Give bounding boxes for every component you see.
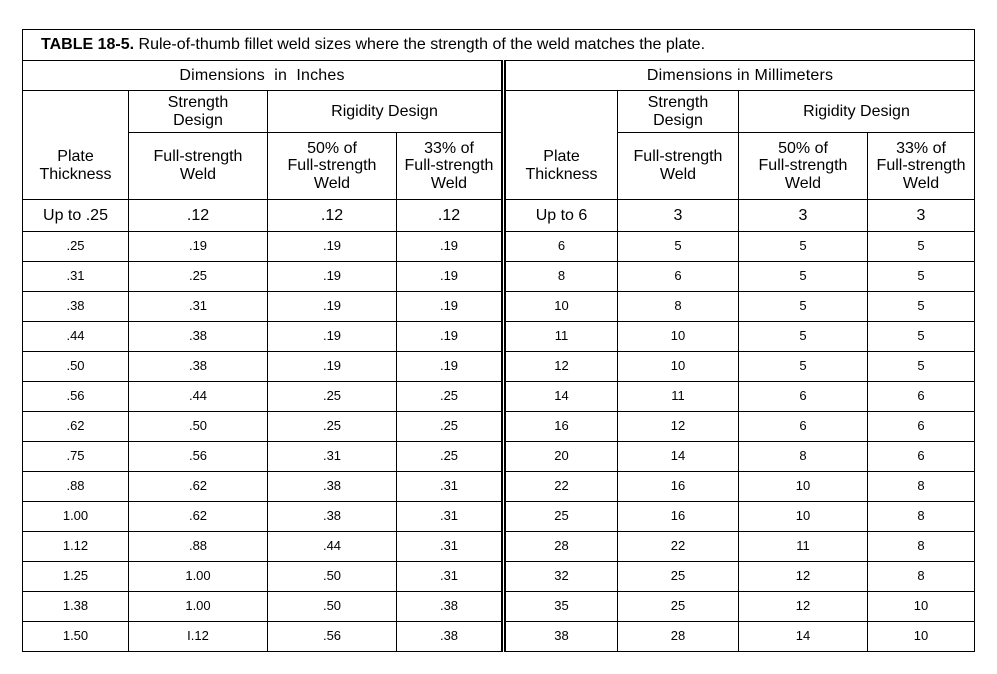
table-cell: .44: [268, 532, 397, 562]
table-cell: 5: [739, 262, 868, 292]
group-header-row: [23, 61, 975, 91]
header-33pct-in: 33% of Full-strength Weld: [397, 133, 504, 200]
table-cell: 14: [504, 382, 618, 412]
table-cell: .38: [23, 292, 129, 322]
table-row: [23, 532, 975, 562]
cell: .12: [129, 200, 268, 232]
table-cell: 28: [618, 622, 739, 652]
table-cell: .19: [268, 352, 397, 382]
table-cell: 8: [504, 262, 618, 292]
table-cell: 8: [868, 472, 975, 502]
cell: .12: [268, 200, 397, 232]
table-cell: .19: [397, 322, 504, 352]
table-cell: 12: [618, 412, 739, 442]
table-row: [23, 382, 975, 412]
table-cell: 5: [868, 292, 975, 322]
table-row: [23, 472, 975, 502]
table-cell: 8: [868, 532, 975, 562]
header-blank-mm: [504, 91, 618, 133]
header-plate-thickness-in: Plate Thickness: [23, 133, 129, 200]
table-cell: .75: [23, 442, 129, 472]
cell: .12: [397, 200, 504, 232]
header-strength-design-in: Strength Design: [129, 91, 268, 133]
table-cell: 10: [618, 322, 739, 352]
table-cell: 6: [739, 382, 868, 412]
table-cell: 11: [504, 322, 618, 352]
table-row: [23, 232, 975, 262]
table-cell: 6: [868, 412, 975, 442]
table-cell: .31: [397, 562, 504, 592]
table-title: [23, 30, 975, 61]
table-cell: 1.00: [129, 562, 268, 592]
table-cell: .88: [23, 472, 129, 502]
header-rigidity-design-mm: Rigidity Design: [739, 91, 975, 133]
table-cell: 1.38: [23, 592, 129, 622]
table-cell: 6: [504, 232, 618, 262]
table-cell: 11: [618, 382, 739, 412]
table-cell: .38: [268, 472, 397, 502]
table-row: [23, 502, 975, 532]
cell: 3: [739, 200, 868, 232]
header-50pct-in: 50% of Full-strength Weld: [268, 133, 397, 200]
cell: 3: [618, 200, 739, 232]
table-row: [23, 412, 975, 442]
table-number: TABLE 18-5.: [41, 36, 135, 54]
table-cell: 10: [868, 622, 975, 652]
table-cell: .50: [129, 412, 268, 442]
table-cell: .19: [129, 232, 268, 262]
table-cell: 5: [868, 322, 975, 352]
table-cell: .56: [268, 622, 397, 652]
table-cell: .56: [129, 442, 268, 472]
table-cell: 38: [504, 622, 618, 652]
table-row: [23, 622, 975, 652]
table-row: [23, 562, 975, 592]
table-cell: .38: [268, 502, 397, 532]
table-cell: .50: [268, 562, 397, 592]
table-cell: 6: [739, 412, 868, 442]
table-cell: .62: [129, 502, 268, 532]
table-cell: 20: [504, 442, 618, 472]
table-cell: 25: [504, 502, 618, 532]
table-cell: .25: [397, 442, 504, 472]
header-full-strength-in: Full-strength Weld: [129, 133, 268, 200]
cell: Up to .25: [23, 200, 129, 232]
table-cell: 8: [868, 562, 975, 592]
table-cell: 28: [504, 532, 618, 562]
table-cell: .25: [268, 382, 397, 412]
table-cell: .38: [129, 322, 268, 352]
header-full-strength-mm: Full-strength Weld: [618, 133, 739, 200]
table-cell: .19: [397, 292, 504, 322]
table-cell: .44: [23, 322, 129, 352]
header-plate-thickness-mm: Plate Thickness: [504, 133, 618, 200]
table-cell: 35: [504, 592, 618, 622]
table-cell: 1.00: [129, 592, 268, 622]
table-cell: 11: [739, 532, 868, 562]
table-cell: .31: [397, 532, 504, 562]
table-cell: 5: [739, 292, 868, 322]
table-row: [23, 352, 975, 382]
table-cell: .19: [268, 262, 397, 292]
table-cell: 5: [868, 232, 975, 262]
table-cell: 16: [618, 502, 739, 532]
table-row: [23, 262, 975, 292]
table-cell: 10: [868, 592, 975, 622]
table-cell: .50: [268, 592, 397, 622]
table-row: [23, 292, 975, 322]
table-cell: .31: [268, 442, 397, 472]
table-cell: .25: [268, 412, 397, 442]
table-cell: 5: [739, 322, 868, 352]
table-cell: 5: [868, 262, 975, 292]
table-cell: .25: [23, 232, 129, 262]
table-cell: 14: [618, 442, 739, 472]
header-50pct-mm: 50% of Full-strength Weld: [739, 133, 868, 200]
table-cell: 16: [618, 472, 739, 502]
table-cell: 10: [739, 502, 868, 532]
table-caption: Rule-of-thumb fillet weld sizes where the strength of the weld matches the plate.: [134, 36, 706, 54]
table-cell: 32: [504, 562, 618, 592]
table-cell: 5: [618, 232, 739, 262]
table-row: [23, 442, 975, 472]
title-row: [23, 30, 975, 61]
table-cell: 1.00: [23, 502, 129, 532]
table-cell: 5: [739, 232, 868, 262]
header-blank-in: [23, 91, 129, 133]
table-cell: .31: [23, 262, 129, 292]
table-cell: 8: [739, 442, 868, 472]
table-cell: .31: [397, 472, 504, 502]
table-cell: 14: [739, 622, 868, 652]
table-cell: 10: [739, 472, 868, 502]
table-cell: .25: [397, 382, 504, 412]
table-cell: 25: [618, 562, 739, 592]
header-row-1: [23, 91, 975, 133]
table-cell: .19: [397, 232, 504, 262]
table-cell: .25: [397, 412, 504, 442]
table-cell: .19: [268, 322, 397, 352]
weld-size-table: [22, 29, 975, 652]
table-cell: .44: [129, 382, 268, 412]
table-row-lead: [23, 200, 975, 232]
table-row: [23, 592, 975, 622]
table-cell: .19: [268, 292, 397, 322]
table-body: [23, 232, 975, 652]
table-cell: .31: [129, 292, 268, 322]
table-cell: 1.25: [23, 562, 129, 592]
table-cell: 5: [868, 352, 975, 382]
cell: 3: [868, 200, 975, 232]
table-cell: I.12: [129, 622, 268, 652]
table-cell: 22: [504, 472, 618, 502]
table-cell: 22: [618, 532, 739, 562]
table-cell: 1.12: [23, 532, 129, 562]
table-cell: 6: [868, 442, 975, 472]
table-cell: 5: [739, 352, 868, 382]
table-cell: 1.50: [23, 622, 129, 652]
header-33pct-mm: 33% of Full-strength Weld: [868, 133, 975, 200]
table-cell: .38: [397, 622, 504, 652]
table-cell: .62: [129, 472, 268, 502]
table-cell: 8: [618, 292, 739, 322]
table-cell: .38: [129, 352, 268, 382]
cell: Up to 6: [504, 200, 618, 232]
table-cell: 12: [739, 562, 868, 592]
table-cell: 8: [868, 502, 975, 532]
table-cell: .56: [23, 382, 129, 412]
table-cell: 6: [618, 262, 739, 292]
header-strength-design-mm: Strength Design: [618, 91, 739, 133]
table-cell: .19: [268, 232, 397, 262]
group-header-inches: Dimensions in Inches: [23, 61, 504, 91]
table-cell: .50: [23, 352, 129, 382]
table-cell: 16: [504, 412, 618, 442]
table-cell: 12: [739, 592, 868, 622]
table-row: [23, 322, 975, 352]
header-row-2: [23, 133, 975, 200]
table-cell: .38: [397, 592, 504, 622]
table-cell: .19: [397, 352, 504, 382]
table-cell: .88: [129, 532, 268, 562]
table-cell: 25: [618, 592, 739, 622]
table-cell: .25: [129, 262, 268, 292]
table-cell: .31: [397, 502, 504, 532]
table-cell: .62: [23, 412, 129, 442]
table-cell: .19: [397, 262, 504, 292]
table-cell: 10: [618, 352, 739, 382]
table-cell: 12: [504, 352, 618, 382]
table-cell: 10: [504, 292, 618, 322]
header-rigidity-design-in: Rigidity Design: [268, 91, 504, 133]
table-cell: 6: [868, 382, 975, 412]
group-header-mm: Dimensions in Millimeters: [504, 61, 975, 91]
